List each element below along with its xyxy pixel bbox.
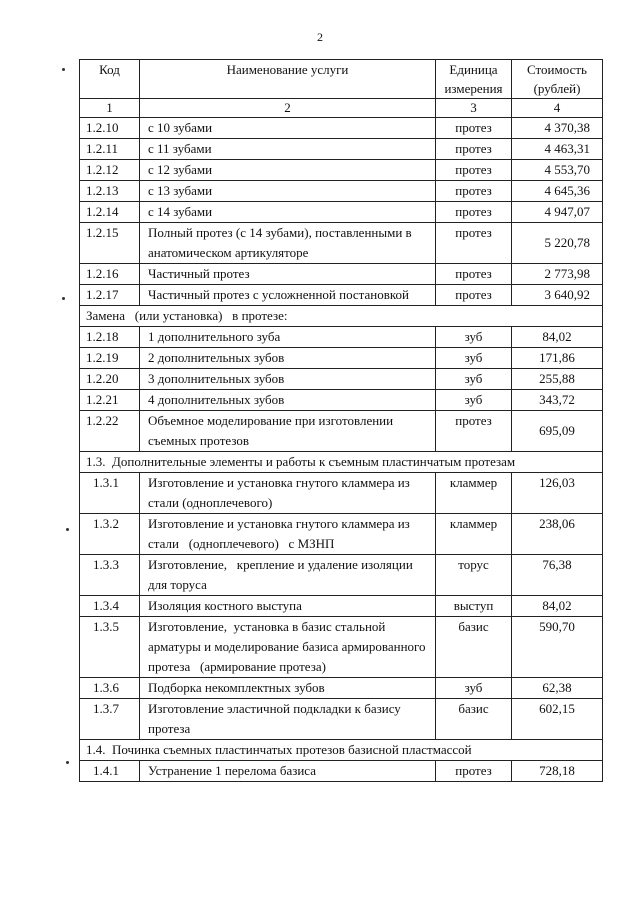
row-cost: 76,38 [512, 555, 603, 596]
row-unit: протез [436, 160, 512, 181]
header-cost: Стоимость (рублей) [512, 60, 603, 99]
col-num-2: 2 [140, 99, 436, 118]
table-row [80, 761, 603, 782]
row-unit: зуб [436, 390, 512, 411]
row-name: Изоляция костного выступа [140, 596, 436, 617]
table-row [80, 596, 603, 617]
row-name: 3 дополнительных зубов [140, 369, 436, 390]
row-name: 2 дополнительных зубов [140, 348, 436, 369]
row-unit: базис [436, 617, 512, 678]
table-row [80, 139, 603, 160]
row-unit: протез [436, 761, 512, 782]
row-name: с 12 зубами [140, 160, 436, 181]
header-unit: Единица измерения [436, 60, 512, 99]
row-name: 4 дополнительных зубов [140, 390, 436, 411]
row-cost: 4 370,38 [512, 118, 603, 139]
row-cost: 171,86 [512, 348, 603, 369]
row-code: 1.2.19 [80, 348, 140, 369]
row-name: Объемное моделирование при изготовлении съемных протезов [140, 411, 436, 452]
row-name: Изготовление эластичной подкладки к базису протеза [140, 699, 436, 740]
page-number: 2 [317, 30, 323, 44]
row-name: Изготовление и установка гнутого кламмера из стали (одноплечевого) с МЗНП [140, 514, 436, 555]
table-row [80, 285, 603, 306]
row-code: 1.3.7 [80, 699, 140, 740]
col-num-4: 4 [512, 99, 603, 118]
table-row [80, 699, 603, 740]
section-row [80, 452, 603, 473]
section-replace-heading: Замена (или установка) в протезе: [80, 306, 603, 327]
table-row [80, 264, 603, 285]
section-row [80, 306, 603, 327]
row-unit: кламмер [436, 514, 512, 555]
row-code: 1.2.21 [80, 390, 140, 411]
row-code: 1.2.20 [80, 369, 140, 390]
row-code: 1.3.5 [80, 617, 140, 678]
table-row [80, 327, 603, 348]
row-cost: 602,15 [512, 699, 603, 740]
table-row [80, 369, 603, 390]
column-number-row [80, 99, 603, 118]
section-14-heading: 1.4. Починка съемных пластинчатых протезов базисной пластмассой [80, 740, 603, 761]
row-cost: 84,02 [512, 596, 603, 617]
table-row [80, 160, 603, 181]
row-code: 1.3.3 [80, 555, 140, 596]
row-code: 1.2.13 [80, 181, 140, 202]
price-table [79, 59, 603, 782]
row-name: Подборка некомплектных зубов [140, 678, 436, 699]
row-cost: 238,06 [512, 514, 603, 555]
row-unit: базис [436, 699, 512, 740]
row-name: Устранение 1 перелома базиса [140, 761, 436, 782]
row-unit: протез [436, 285, 512, 306]
row-name: Частичный протез с усложненной постановкой [140, 285, 436, 306]
row-name: с 14 зубами [140, 202, 436, 223]
row-name: Изготовление, установка в базис стальной арматуры и моделирование базиса армированного протеза (армирование протеза) [140, 617, 436, 678]
row-name: с 13 зубами [140, 181, 436, 202]
row-code: 1.2.15 [80, 223, 140, 264]
row-code: 1.3.6 [80, 678, 140, 699]
row-code: 1.2.12 [80, 160, 140, 181]
row-unit: протез [436, 264, 512, 285]
header-row [80, 60, 603, 99]
row-unit: зуб [436, 348, 512, 369]
row-unit: зуб [436, 678, 512, 699]
table-row [80, 118, 603, 139]
row-name: Частичный протез [140, 264, 436, 285]
scan-dot [62, 297, 65, 300]
table-row [80, 617, 603, 678]
section-13-heading: 1.3. Дополнительные элементы и работы к съемным пластинчатым протезам [80, 452, 603, 473]
row-cost: 4 645,36 [512, 181, 603, 202]
row-code: 1.2.17 [80, 285, 140, 306]
row-unit: протез [436, 181, 512, 202]
row-unit: протез [436, 202, 512, 223]
row-cost: 728,18 [512, 761, 603, 782]
row-cost: 62,38 [512, 678, 603, 699]
row-cost: 2 773,98 [512, 264, 603, 285]
row-cost: 3 640,92 [512, 285, 603, 306]
row-unit: зуб [436, 327, 512, 348]
row-cost: 343,72 [512, 390, 603, 411]
table-row [80, 473, 603, 514]
scan-dot [62, 68, 65, 71]
row-cost: 590,70 [512, 617, 603, 678]
row-unit: протез [436, 223, 512, 264]
row-cost: 84,02 [512, 327, 603, 348]
row-unit: протез [436, 139, 512, 160]
row-cost: 695,09 [512, 411, 603, 452]
table-row [80, 678, 603, 699]
row-cost: 4 947,07 [512, 202, 603, 223]
row-cost: 5 220,78 [512, 223, 603, 264]
row-unit: торус [436, 555, 512, 596]
header-code: Код [80, 60, 140, 99]
header-name: Наименование услуги [140, 60, 436, 99]
table-row [80, 555, 603, 596]
row-code: 1.2.18 [80, 327, 140, 348]
row-code: 1.2.10 [80, 118, 140, 139]
table-row [80, 390, 603, 411]
section-row [80, 740, 603, 761]
row-name: с 10 зубами [140, 118, 436, 139]
table-row [80, 348, 603, 369]
row-name: с 11 зубами [140, 139, 436, 160]
scan-dot [66, 528, 69, 531]
row-unit: кламмер [436, 473, 512, 514]
row-name: Полный протез (с 14 зубами), поставленными в анатомическом артикуляторе [140, 223, 436, 264]
row-cost: 4 463,31 [512, 139, 603, 160]
table-row [80, 514, 603, 555]
row-code: 1.4.1 [80, 761, 140, 782]
row-unit: протез [436, 411, 512, 452]
row-name: 1 дополнительного зуба [140, 327, 436, 348]
table-row [80, 202, 603, 223]
row-unit: выступ [436, 596, 512, 617]
row-unit: протез [436, 118, 512, 139]
col-num-3: 3 [436, 99, 512, 118]
table-row [80, 411, 603, 452]
table-row [80, 223, 603, 264]
row-code: 1.3.2 [80, 514, 140, 555]
row-cost: 126,03 [512, 473, 603, 514]
row-code: 1.2.16 [80, 264, 140, 285]
scan-dot [66, 761, 69, 764]
row-code: 1.2.22 [80, 411, 140, 452]
row-code: 1.2.14 [80, 202, 140, 223]
row-code: 1.2.11 [80, 139, 140, 160]
row-code: 1.3.1 [80, 473, 140, 514]
row-cost: 255,88 [512, 369, 603, 390]
row-name: Изготовление и установка гнутого кламмера из стали (одноплечевого) [140, 473, 436, 514]
col-num-1: 1 [80, 99, 140, 118]
row-name: Изготовление, крепление и удаление изоляции для торуса [140, 555, 436, 596]
row-unit: зуб [436, 369, 512, 390]
row-cost: 4 553,70 [512, 160, 603, 181]
table-row [80, 181, 603, 202]
row-code: 1.3.4 [80, 596, 140, 617]
